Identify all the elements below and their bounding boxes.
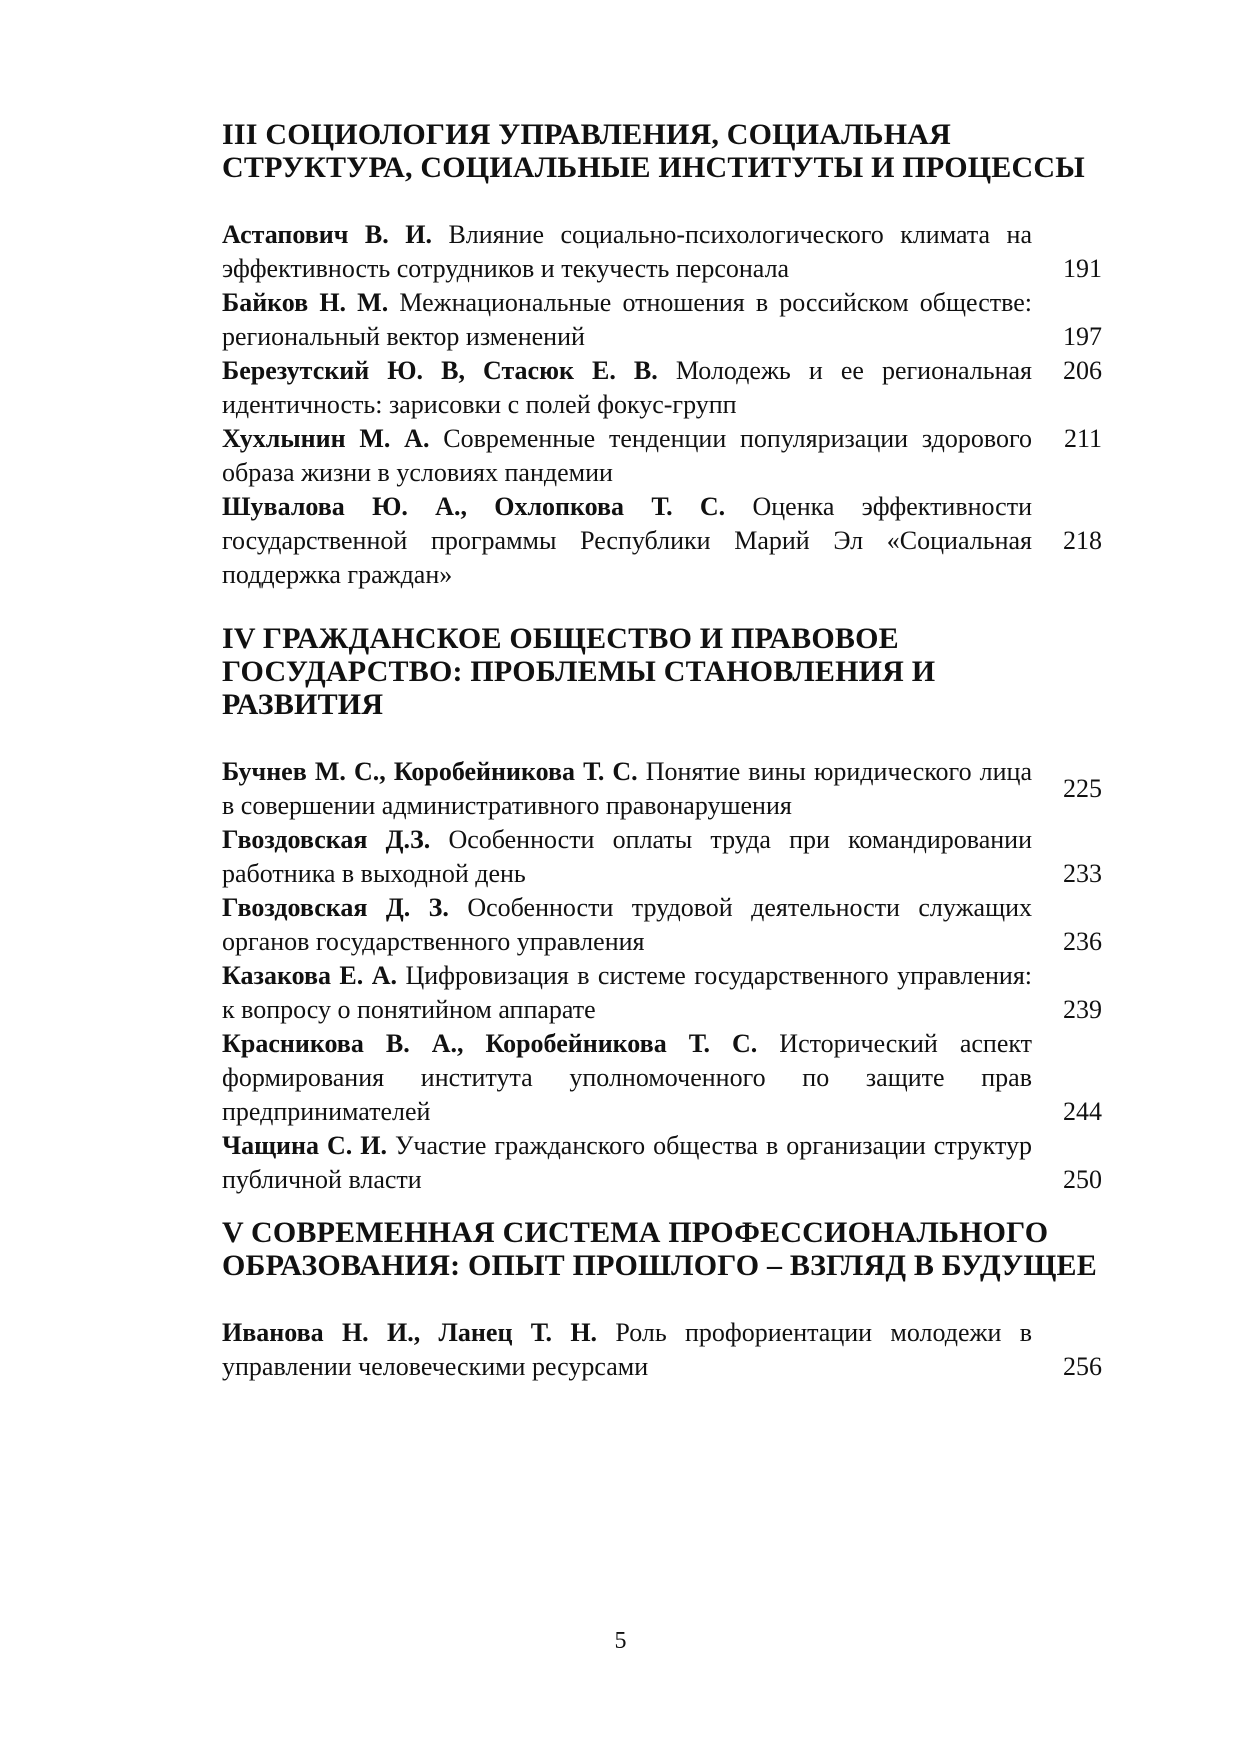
- entry-title: Понятие вины юридического лица в совершении административного правонарушения: [222, 757, 1032, 820]
- entry-authors: Казакова Е. А.: [222, 961, 397, 990]
- entry-text: [222, 1027, 1032, 1129]
- entry-authors: Березутский Ю. В, Стасюк Е. В.: [222, 356, 658, 385]
- entry-text: [222, 422, 1032, 490]
- toc-entry[interactable]: [222, 1316, 1102, 1384]
- entry-text: [222, 218, 1032, 286]
- toc-entry[interactable]: [222, 218, 1102, 286]
- entry-text: [222, 891, 1032, 959]
- entry-authors: Шувалова Ю. А., Охлопкова Т. С.: [222, 492, 726, 521]
- toc-section-5: [222, 1216, 1102, 1384]
- entry-page-number: 191: [1063, 254, 1102, 283]
- entry-text: [222, 354, 1032, 422]
- toc-entry[interactable]: [222, 823, 1102, 891]
- entry-page-number: 218: [1063, 526, 1102, 555]
- entry-title: Участие гражданского общества в организации структур публичной власти: [222, 1131, 1032, 1194]
- entry-title: Роль профориентации молодежи в управлении человеческими ресурсами: [222, 1318, 1032, 1381]
- entry-title: Особенности оплаты труда при командировании работника в выходной день: [222, 825, 1032, 888]
- entry-title: Молодежь и ее региональная идентичность: зарисовки с полей фокус-групп: [222, 356, 1033, 419]
- toc-entry[interactable]: [222, 490, 1102, 592]
- entry-page-number: 233: [1063, 859, 1102, 888]
- entry-title: Цифровизация в системе государственного управления: к вопросу о понятийном аппарате: [222, 961, 1033, 1024]
- section-title: III СОЦИОЛОГИЯ УПРАВЛЕНИЯ, СОЦИАЛЬНАЯ СТРУКТУРА, СОЦИАЛЬНЫЕ ИНСТИТУТЫ И ПРОЦЕССЫ: [222, 118, 1085, 184]
- toc-entry[interactable]: [222, 286, 1102, 354]
- entry-page-number: 236: [1063, 927, 1102, 956]
- toc-entry[interactable]: [222, 755, 1102, 823]
- entry-text: [222, 490, 1032, 592]
- entry-page-number: 244: [1063, 1097, 1102, 1126]
- section-title: V СОВРЕМЕННАЯ СИСТЕМА ПРОФЕССИОНАЛЬНОГО ОБРАЗОВАНИЯ: ОПЫТ ПРОШЛОГО – ВЗГЛЯД В БУДУЩЕЕ: [222, 1216, 1097, 1282]
- entry-title: Исторический аспект формирования института уполномоченного по защите прав предпринимателей: [222, 1029, 1033, 1126]
- entry-text: [222, 755, 1032, 823]
- entry-title: Современные тенденции популяризации здорового образа жизни в условиях пандемии: [222, 424, 1032, 487]
- entry-text: [222, 1316, 1032, 1384]
- entry-page-number: 239: [1063, 995, 1102, 1024]
- toc-entries: [222, 218, 1102, 592]
- entry-page-number: 256: [1063, 1352, 1102, 1381]
- toc-entries: [222, 1316, 1102, 1384]
- section-title: IV ГРАЖДАНСКОЕ ОБЩЕСТВО И ПРАВОВОЕ ГОСУДАРСТВО: ПРОБЛЕМЫ СТАНОВЛЕНИЯ И РАЗВИТИЯ: [222, 622, 936, 721]
- entry-title: Влияние социально-психологического климата на эффективность сотрудников и текучесть персонала: [222, 220, 1033, 283]
- entry-page-number: 211: [1063, 424, 1102, 453]
- entry-text: [222, 959, 1032, 1027]
- entry-page-number: 206: [1063, 356, 1102, 385]
- page-number: 5: [614, 1628, 627, 1654]
- entry-title: Межнациональные отношения в российском обществе: региональный вектор изменений: [222, 288, 1032, 351]
- entry-title: Оценка эффективности государственной программы Республики Марий Эл «Социальная поддержка граждан»: [222, 492, 1032, 589]
- entry-authors: Байков Н. М.: [222, 288, 389, 317]
- toc-section-3: [222, 118, 1102, 592]
- toc-section-4: [222, 622, 1102, 1197]
- toc-entry[interactable]: [222, 1129, 1102, 1197]
- toc-entry[interactable]: [222, 1027, 1102, 1129]
- entry-authors: Бучнев М. С., Коробейникова Т. С.: [222, 757, 638, 786]
- entry-text: [222, 1129, 1032, 1197]
- entry-page-number: 250: [1063, 1165, 1102, 1194]
- entry-title: Особенности трудовой деятельности служащих органов государственного управления: [222, 893, 1033, 956]
- entry-authors: Красникова В. А., Коробейникова Т. С.: [222, 1029, 758, 1058]
- toc-entry[interactable]: [222, 422, 1102, 490]
- entry-authors: Гвоздовская Д. З.: [222, 893, 449, 922]
- entry-text: [222, 286, 1032, 354]
- entry-page-number: 197: [1063, 322, 1102, 351]
- entry-authors: Чащина С. И.: [222, 1131, 387, 1160]
- entry-authors: Астапович В. И.: [222, 220, 432, 249]
- entry-authors: Гвоздовская Д.З.: [222, 825, 431, 854]
- entry-text: [222, 823, 1032, 891]
- entry-page-number: 225: [1063, 774, 1102, 803]
- toc-entry[interactable]: [222, 354, 1102, 422]
- toc-entries: [222, 755, 1102, 1197]
- entry-authors: Иванова Н. И., Ланец Т. Н.: [222, 1318, 598, 1347]
- entry-authors: Хухлынин М. А.: [222, 424, 430, 453]
- toc-entry[interactable]: [222, 891, 1102, 959]
- toc-entry[interactable]: [222, 959, 1102, 1027]
